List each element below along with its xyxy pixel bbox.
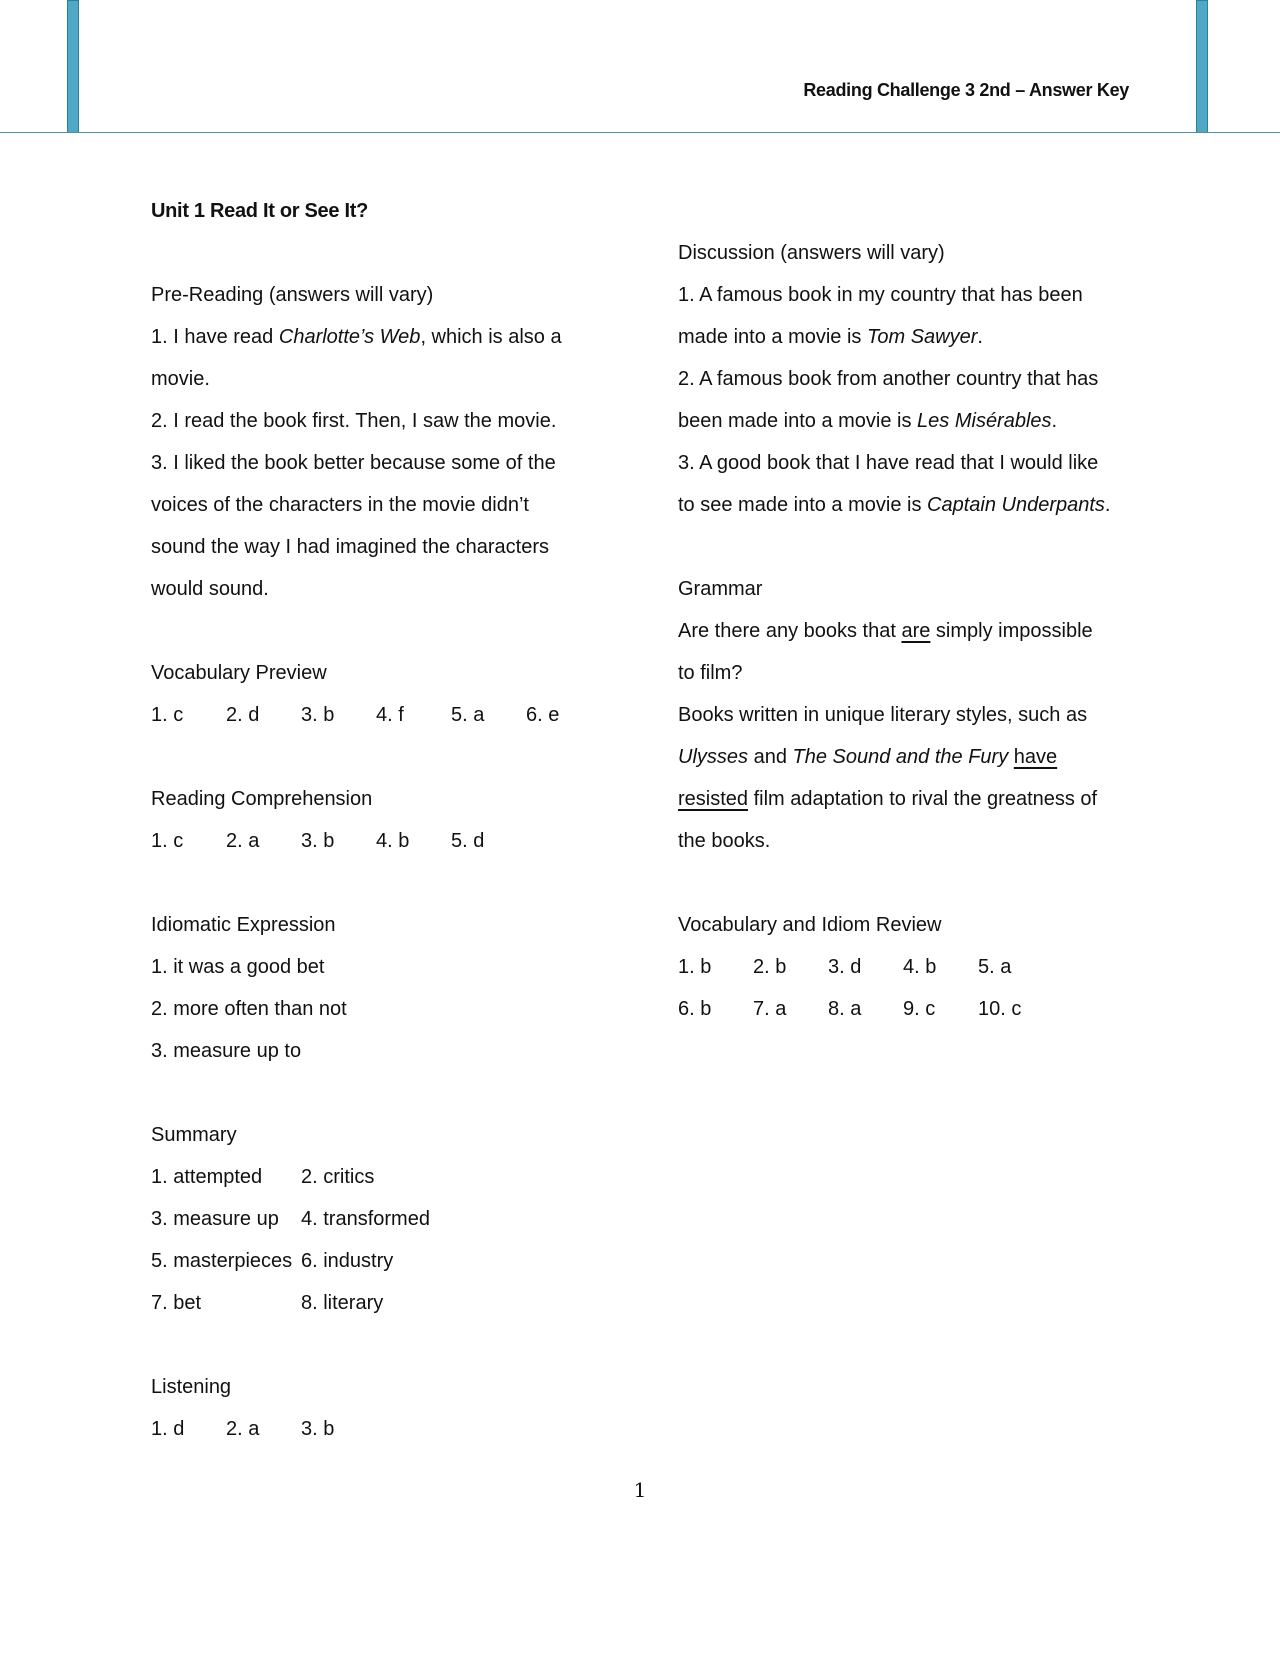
discussion-line-3: 2. A famous book from another country that has	[678, 368, 1099, 390]
answer: 6. b	[678, 998, 712, 1020]
vocabulary-preview-heading: Vocabulary Preview	[151, 662, 327, 684]
discussion-line-4: been made into a movie is Les Misérables.	[678, 410, 1058, 432]
answer: 3. b	[301, 830, 335, 852]
reading-comprehension-answers	[151, 820, 621, 862]
summary-row	[151, 1240, 621, 1282]
pre-reading-line-2: movie.	[151, 368, 210, 390]
discussion-line-2: made into a movie is Tom Sawyer.	[678, 326, 983, 348]
summary-answer: 3. measure up	[151, 1208, 279, 1230]
answer: 2. b	[753, 956, 787, 978]
listening-heading: Listening	[151, 1376, 232, 1398]
vocab-idiom-review-heading: Vocabulary and Idiom Review	[678, 914, 942, 936]
idiom-item: 3. measure up to	[151, 1040, 302, 1062]
discussion-heading: Discussion (answers will vary)	[678, 242, 945, 264]
idiom-item: 1. it was a good bet	[151, 956, 325, 978]
grammar-heading: Grammar	[678, 578, 763, 600]
pre-reading-line-7: would sound.	[151, 578, 269, 600]
idiomatic-expression-heading: Idiomatic Expression	[151, 914, 336, 936]
grammar-line-6: the books.	[678, 830, 771, 852]
answer: 7. a	[753, 998, 787, 1020]
grammar-line-5: resisted film adaptation to rival the greatness of	[678, 788, 1098, 810]
summary-row	[151, 1282, 621, 1324]
summary-answer: 8. literary	[301, 1292, 384, 1314]
answer: 1. c	[151, 830, 184, 852]
answer: 6. e	[526, 704, 560, 726]
discussion-line-1: 1. A famous book in my country that has been	[678, 284, 1083, 306]
summary-answer: 2. critics	[301, 1166, 375, 1188]
listening-answers	[151, 1408, 621, 1450]
pre-reading-line-6: sound the way I had imagined the characters	[151, 536, 550, 558]
answer: 3. b	[301, 1418, 335, 1440]
reading-comprehension-heading: Reading Comprehension	[151, 788, 373, 810]
answer: 1. d	[151, 1418, 185, 1440]
grammar-line-2: to film?	[678, 662, 743, 684]
summary-answer: 4. transformed	[301, 1208, 430, 1230]
vocab-idiom-review-row-2	[678, 988, 1158, 1030]
answer: 10. c	[978, 998, 1022, 1020]
summary-answer: 6. industry	[301, 1250, 394, 1272]
answer: 5. d	[451, 830, 485, 852]
answer: 8. a	[828, 998, 862, 1020]
answer: 2. d	[226, 704, 260, 726]
summary-heading: Summary	[151, 1124, 237, 1146]
grammar-line-3: Books written in unique literary styles, such as	[678, 704, 1088, 726]
unit-title: Unit 1 Read It or See It?	[151, 200, 368, 222]
answer: 3. b	[301, 704, 335, 726]
summary-answer: 5. masterpieces	[151, 1250, 293, 1272]
idiom-item: 2. more often than not	[151, 998, 347, 1020]
vocab-idiom-review-row-1	[678, 946, 1158, 988]
discussion-line-5: 3. A good book that I have read that I would like	[678, 452, 1099, 474]
page-number: 1	[633, 1478, 647, 1502]
pre-reading-heading: Pre-Reading (answers will vary)	[151, 284, 434, 306]
answer: 1. b	[678, 956, 712, 978]
header-title: Reading Challenge 3 2nd – Answer Key	[803, 80, 1129, 100]
answer: 5. a	[451, 704, 485, 726]
answer: 5. a	[978, 956, 1012, 978]
answer: 2. a	[226, 830, 260, 852]
summary-answer: 7. bet	[151, 1292, 202, 1314]
pre-reading-line-1: 1. I have read Charlotte’s Web, which is also a	[151, 326, 562, 348]
pre-reading-line-3: 2. I read the book first. Then, I saw the movie.	[151, 410, 557, 432]
header-accent-bar-left	[67, 0, 79, 133]
grammar-line-1: Are there any books that are simply impossible	[678, 620, 1093, 642]
answer: 4. b	[376, 830, 410, 852]
answer: 4. b	[903, 956, 937, 978]
answer: 4. f	[376, 704, 404, 726]
grammar-line-4: Ulysses and The Sound and the Fury have	[678, 746, 1058, 768]
summary-answer: 1. attempted	[151, 1166, 263, 1188]
left-column	[151, 190, 621, 1450]
pre-reading-line-5: voices of the characters in the movie didn’t	[151, 494, 529, 516]
answer: 1. c	[151, 704, 184, 726]
summary-row	[151, 1156, 621, 1198]
answer: 2. a	[226, 1418, 260, 1440]
answer: 3. d	[828, 956, 862, 978]
header-accent-bar-right	[1196, 0, 1208, 133]
discussion-line-6: to see made into a movie is Captain Underpants.	[678, 494, 1111, 516]
right-column	[678, 232, 1158, 1030]
answer: 9. c	[903, 998, 936, 1020]
pre-reading-line-4: 3. I liked the book better because some of the	[151, 452, 556, 474]
summary-row	[151, 1198, 621, 1240]
header-rule	[0, 132, 1280, 133]
vocabulary-preview-answers	[151, 694, 621, 736]
